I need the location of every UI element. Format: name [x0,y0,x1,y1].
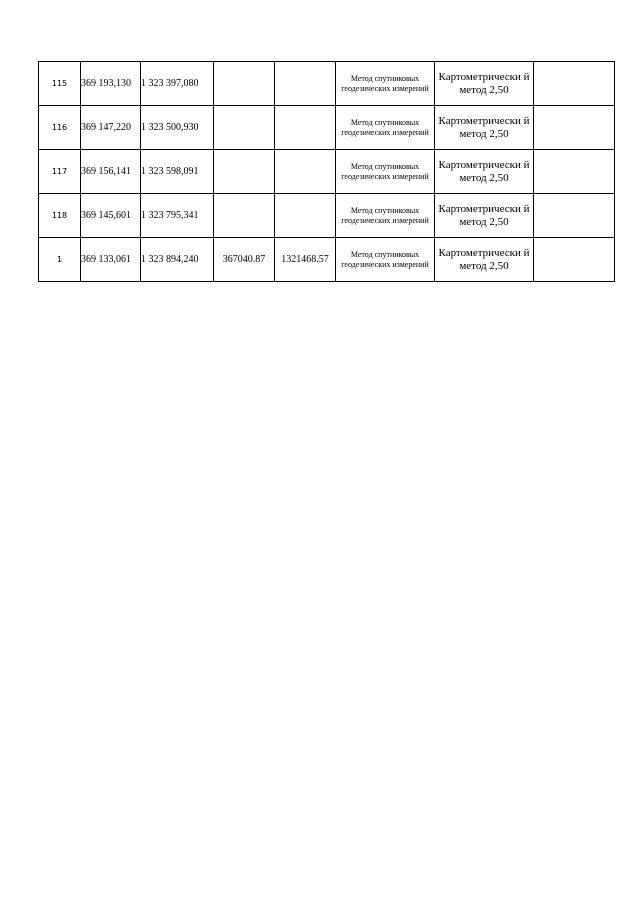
point-number: 116 [39,106,81,150]
coord-x: 369 133,061 [81,238,141,282]
empty-cell [534,194,615,238]
coord-y-old [275,106,336,150]
accuracy-cell: Картометрически й метод 2,50 [435,150,534,194]
table-row [39,194,615,238]
table-row [39,150,615,194]
table-row [39,106,615,150]
coord-y: 1 323 598,091 [141,150,214,194]
coord-y-old [275,62,336,106]
coord-y: 1 323 397,080 [141,62,214,106]
point-number: 117 [39,150,81,194]
coord-y: 1 323 500,930 [141,106,214,150]
accuracy-cell: Картометрически й метод 2,50 [435,62,534,106]
coord-y-old [275,194,336,238]
empty-cell [534,150,615,194]
coord-x: 369 193,130 [81,62,141,106]
point-number: 118 [39,194,81,238]
point-number: 1 [39,238,81,282]
coord-x-old [214,106,275,150]
coord-x: 369 156,141 [81,150,141,194]
coord-x-old [214,62,275,106]
method-cell: Метод спутниковых геодезических измерений [336,238,435,282]
empty-cell [534,62,615,106]
coord-x: 369 145,601 [81,194,141,238]
coord-x: 369 147,220 [81,106,141,150]
table-row [39,62,615,106]
coord-y-old [275,150,336,194]
empty-cell [534,238,615,282]
empty-cell [534,106,615,150]
coord-x-old: 367040.87 [214,238,275,282]
coord-y-old: 1321468.57 [275,238,336,282]
accuracy-cell: Картометрически й метод 2,50 [435,194,534,238]
coordinates-table [38,61,615,282]
method-cell: Метод спутниковых геодезических измерений [336,194,435,238]
table-row [39,238,615,282]
coord-x-old [214,194,275,238]
point-number: 115 [39,62,81,106]
method-cell: Метод спутниковых геодезических измерений [336,106,435,150]
coord-x-old [214,150,275,194]
method-cell: Метод спутниковых геодезических измерений [336,62,435,106]
accuracy-cell: Картометрически й метод 2,50 [435,238,534,282]
coord-y: 1 323 795,341 [141,194,214,238]
method-cell: Метод спутниковых геодезических измерений [336,150,435,194]
coord-y: 1 323 894,240 [141,238,214,282]
accuracy-cell: Картометрически й метод 2,50 [435,106,534,150]
